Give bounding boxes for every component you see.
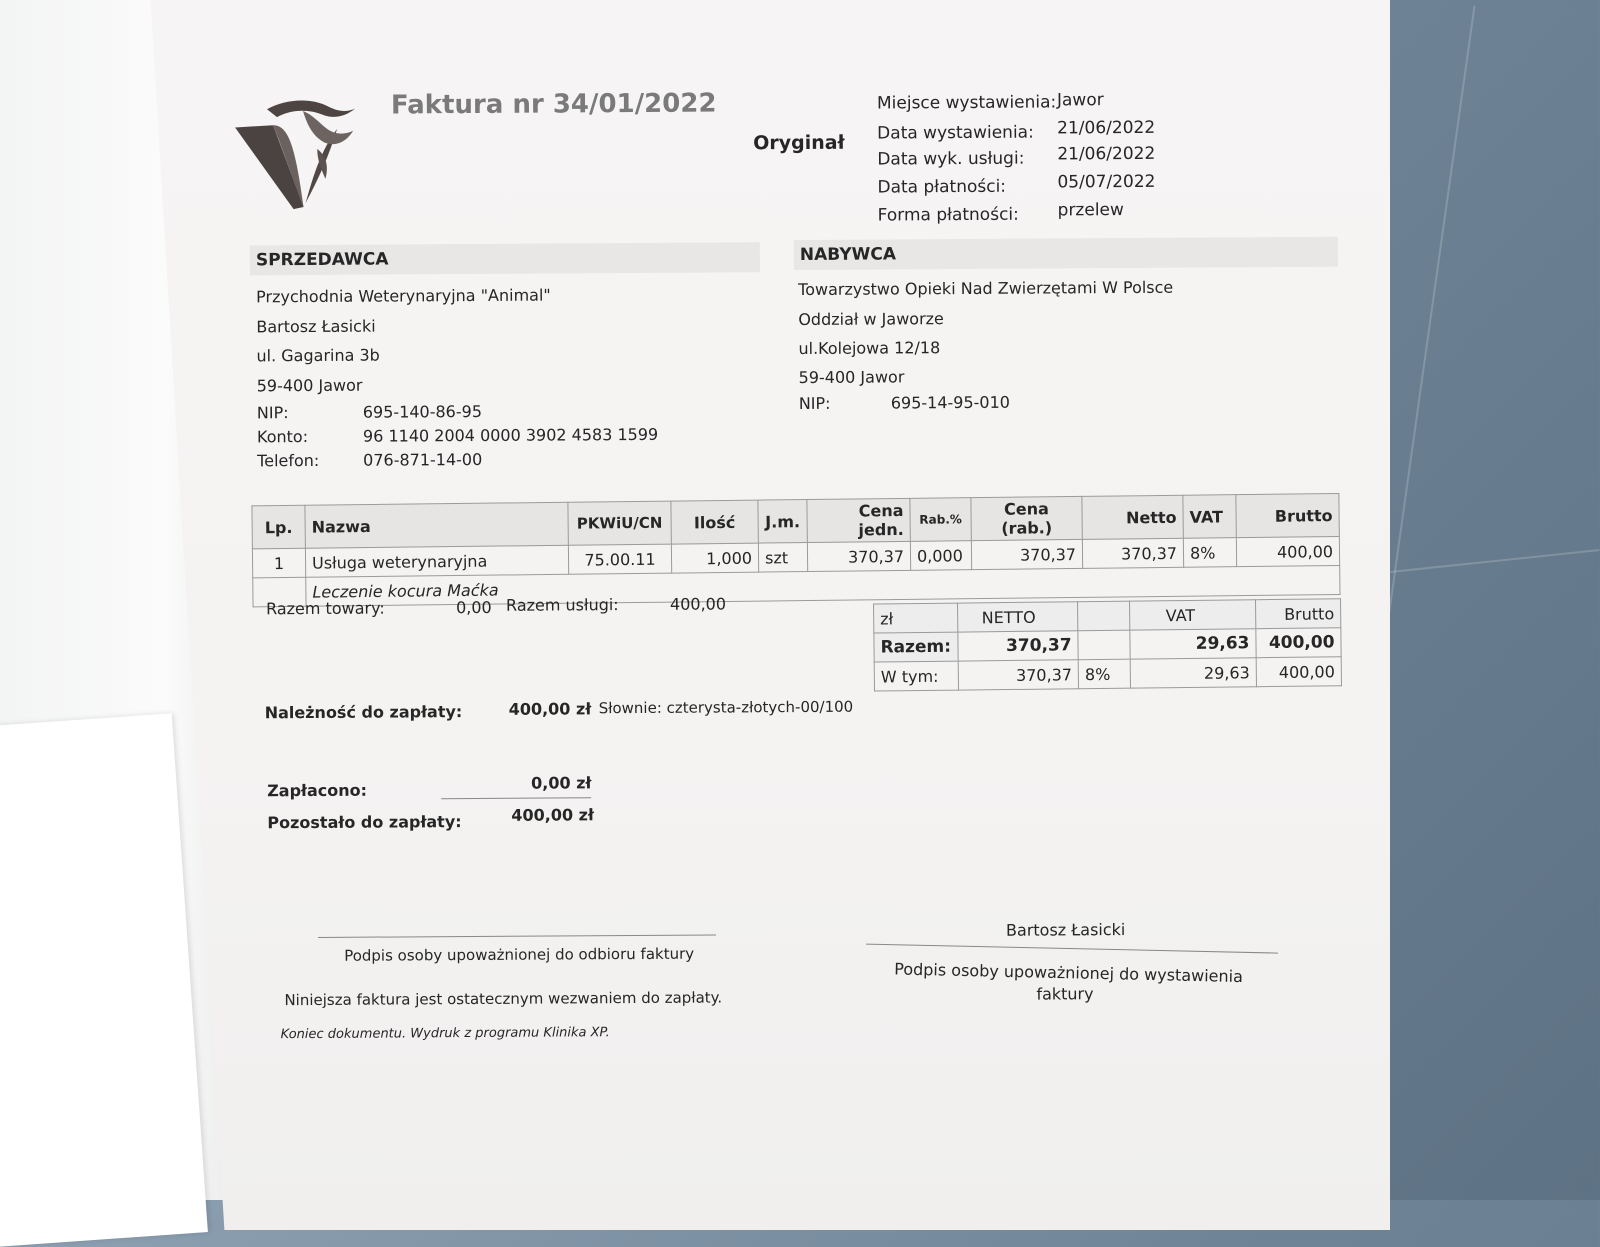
end-of-document: Koniec dokumentu. Wydruk z programu Klinika XP. — [280, 1025, 610, 1043]
cell-price: 370,37 — [807, 541, 910, 571]
col-header: Brutto — [1236, 494, 1339, 538]
col-header: J.m. — [758, 500, 807, 544]
receiver-signature-caption: Podpis osoby upoważnionej do odbioru faktury — [344, 944, 695, 965]
meta-label: Data płatności: — [877, 176, 1007, 198]
seller-account: 96 1140 2004 0000 3902 4583 1599 — [362, 424, 659, 446]
paid-amount: 0,00 zł — [531, 773, 592, 793]
summary-header: zł — [874, 603, 958, 633]
meta-value: Jawor — [1056, 90, 1104, 111]
seller-nip: 695-140-86-95 — [362, 401, 483, 422]
summary-breakdown-gross: 400,00 — [1256, 657, 1341, 687]
amount-in-words: Słownie: czterysta-złotych-00/100 — [598, 697, 854, 718]
col-header: Ilość — [671, 500, 758, 544]
summary-total-vat: 29,63 — [1129, 629, 1256, 659]
meta-value: 05/07/2022 — [1057, 171, 1156, 193]
seller-phone-label: Telefon: — [257, 450, 320, 471]
col-header: Nazwa — [305, 502, 568, 548]
invoice-title: Faktura nr 34/01/2022 — [390, 88, 717, 121]
seller-line: Bartosz Łasicki — [256, 316, 376, 337]
col-header: Rab.% — [910, 498, 971, 542]
col-header: Cena (rab.) — [971, 496, 1082, 540]
paid-underline — [441, 797, 591, 799]
cell-qty: 1,000 — [671, 543, 758, 573]
paid-label: Zapłacono: — [267, 780, 368, 801]
buyer-nip-label: NIP: — [798, 393, 831, 414]
amount-due: 400,00 zł — [508, 699, 592, 719]
seller-phone: 076-871-14-00 — [363, 449, 483, 470]
col-header: Cena jedn. — [807, 498, 910, 542]
issuer-signature-line — [866, 944, 1278, 954]
seller-line: 59-400 Jawor — [256, 375, 363, 396]
cell-lp: 1 — [252, 548, 305, 578]
summary-header: NETTO — [957, 602, 1078, 632]
services-total-label: Razem usługi: — [505, 595, 619, 615]
cell-vat: 8% — [1183, 538, 1236, 568]
meta-value: przelew — [1057, 200, 1124, 221]
seller-line: ul. Gagarina 3b — [256, 345, 380, 366]
summary-header: VAT — [1129, 600, 1256, 630]
seller-line: Przychodnia Weterynaryjna "Animal" — [256, 285, 551, 307]
col-header: PKWiU/CN — [568, 501, 671, 545]
meta-label: Forma płatności: — [877, 204, 1019, 226]
buyer-line: ul.Kolejowa 12/18 — [798, 338, 941, 359]
remaining-amount: 400,00 zł — [511, 805, 594, 825]
final-notice: Niniejsza faktura jest ostatecznym wezwaniem do zapłaty. — [284, 988, 723, 1010]
summary-breakdown-net: 370,37 — [958, 660, 1079, 690]
summary-header — [1078, 601, 1130, 631]
summary-breakdown-label: W tym: — [874, 661, 958, 691]
services-total: 400,00 — [669, 594, 727, 614]
meta-label: Data wyk. usługi: — [877, 148, 1025, 170]
col-header: VAT — [1183, 495, 1236, 539]
meta-label: Miejsce wystawienia: — [876, 92, 1057, 114]
item-description: Leczenie kocura Maćka — [306, 566, 1340, 607]
meta-value: 21/06/2022 — [1057, 143, 1156, 165]
summary-total-gross: 400,00 — [1256, 628, 1341, 658]
col-header: Lp. — [252, 505, 305, 549]
cell-pkwiu: 75.00.11 — [568, 544, 671, 574]
buyer-nip: 695-14-95-010 — [890, 392, 1010, 413]
seller-nip-label: NIP: — [256, 403, 289, 423]
goods-total-label: Razem towary: — [265, 598, 385, 619]
vat-summary-table — [873, 598, 1342, 691]
issuer-signature-caption-2: faktury — [1036, 984, 1094, 1004]
meta-value: 21/06/2022 — [1057, 117, 1156, 139]
buyer-line: Oddział w Jaworze — [798, 309, 944, 330]
summary-breakdown-rate: 8% — [1078, 659, 1130, 689]
remaining-label: Pozostało do zapłaty: — [267, 812, 462, 833]
goods-total: 0,00 — [455, 597, 492, 618]
issuer-name: Bartosz Łasicki — [1005, 920, 1126, 940]
receiver-signature-line — [318, 935, 716, 938]
items-table — [251, 493, 1340, 607]
cell-unit: szt — [758, 543, 807, 573]
seller-heading: SPRZEDAWCA — [250, 242, 760, 275]
summary-total-net: 370,37 — [957, 631, 1078, 661]
buyer-heading: NABYWCA — [794, 237, 1338, 270]
copy-type-label: Oryginał — [753, 131, 845, 155]
summary-breakdown-vat: 29,63 — [1130, 658, 1257, 688]
seller-account-label: Konto: — [256, 427, 309, 447]
buyer-line: Towarzystwo Opieki Nad Zwierzętami W Polsce — [798, 277, 1174, 300]
summary-total-label: Razem: — [874, 632, 958, 662]
summary-header: Brutto — [1255, 599, 1340, 629]
cell-price-discounted: 370,37 — [971, 539, 1082, 569]
summary-breakdown-row — [874, 657, 1341, 691]
col-header: Netto — [1082, 495, 1183, 539]
cell-gross: 400,00 — [1236, 537, 1339, 567]
cell-name: Usługa weterynaryjna — [305, 545, 568, 577]
cell-net: 370,37 — [1082, 538, 1183, 568]
buyer-line: 59-400 Jawor — [798, 367, 905, 388]
issuer-signature-caption: Podpis osoby upoważnionej do wystawienia — [894, 959, 1244, 987]
cell-discount: 0,000 — [910, 541, 971, 571]
clinic-logo-icon — [233, 95, 364, 216]
amount-due-label: Należność do zapłaty: — [264, 702, 463, 723]
meta-label: Data wystawienia: — [877, 122, 1034, 144]
